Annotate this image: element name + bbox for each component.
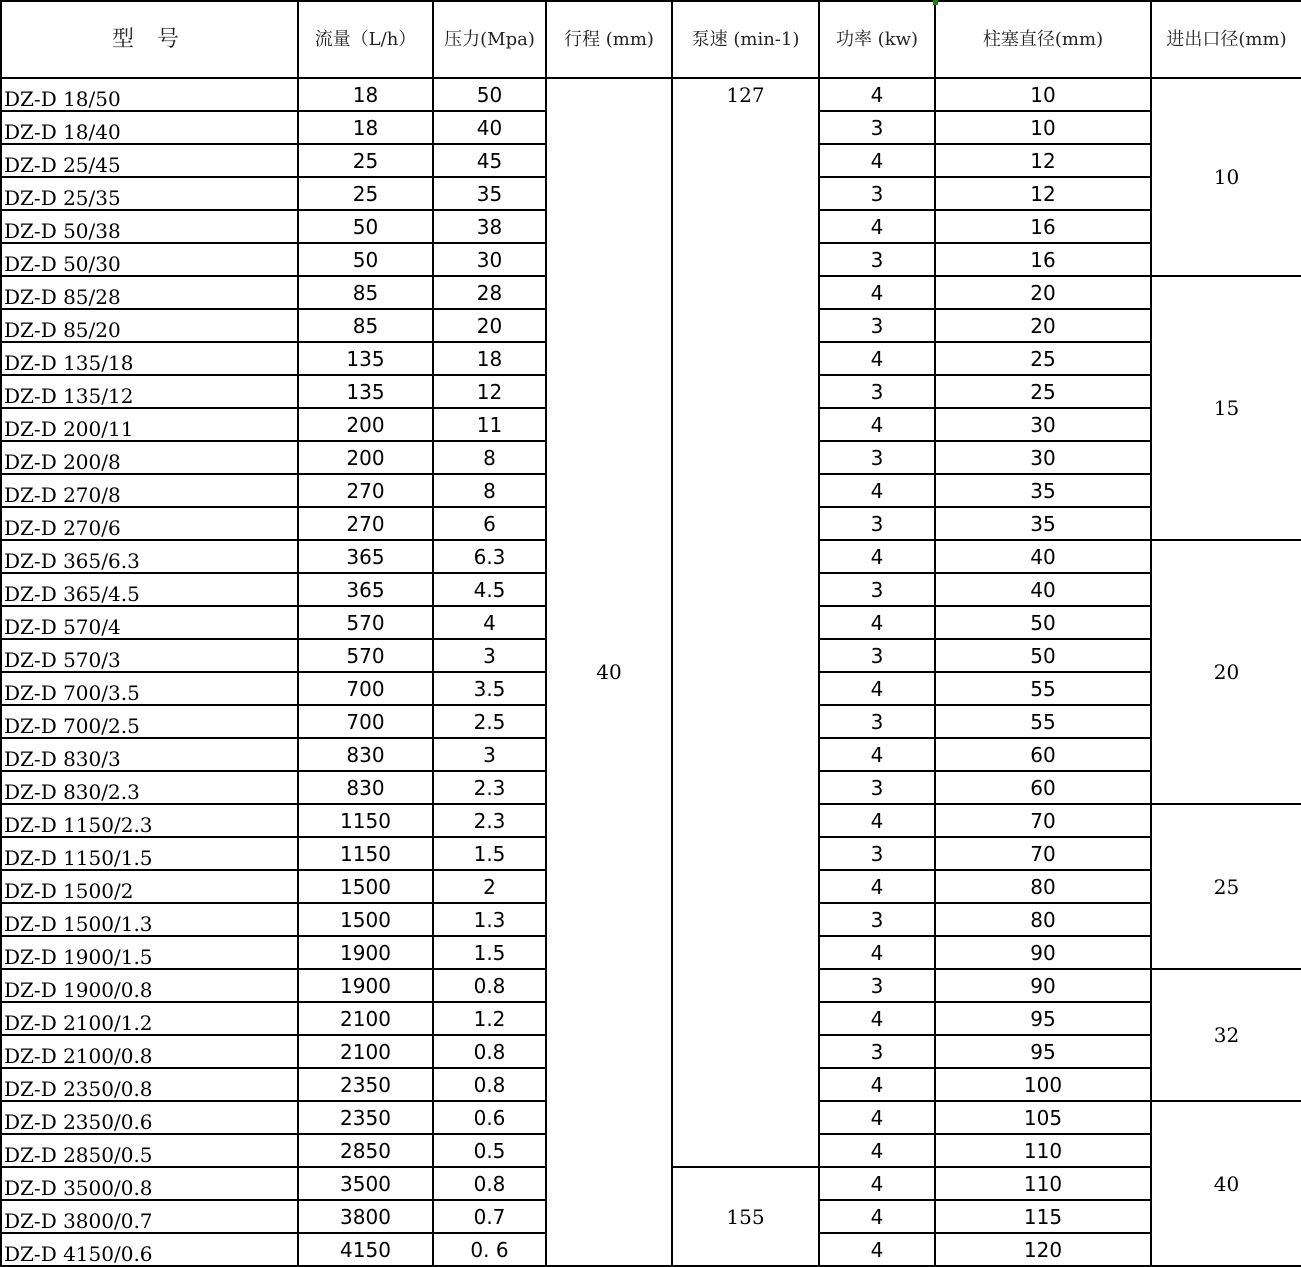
model-cell[interactable]: DZ-D 1900/0.8 [1, 969, 298, 1002]
power-cell[interactable]: 4 [819, 870, 935, 903]
diameter-cell[interactable]: 50 [935, 606, 1151, 639]
pressure-cell[interactable]: 2.3 [433, 804, 546, 837]
diameter-cell[interactable]: 25 [935, 342, 1151, 375]
model-cell[interactable]: DZ-D 830/2.3 [1, 771, 298, 804]
diameter-cell[interactable]: 16 [935, 210, 1151, 243]
diameter-cell[interactable]: 40 [935, 573, 1151, 606]
flow-cell[interactable]: 700 [298, 705, 433, 738]
power-cell[interactable]: 4 [819, 804, 935, 837]
model-cell[interactable]: DZ-D 18/40 [1, 111, 298, 144]
diameter-cell[interactable]: 80 [935, 903, 1151, 936]
diameter-cell[interactable]: 80 [935, 870, 1151, 903]
diameter-cell[interactable]: 60 [935, 771, 1151, 804]
diameter-cell[interactable]: 110 [935, 1167, 1151, 1200]
power-cell[interactable]: 3 [819, 111, 935, 144]
diameter-cell[interactable]: 20 [935, 276, 1151, 309]
model-cell[interactable]: DZ-D 365/4.5 [1, 573, 298, 606]
diameter-cell[interactable]: 20 [935, 309, 1151, 342]
diameter-cell[interactable]: 55 [935, 705, 1151, 738]
model-cell[interactable]: DZ-D 4150/0.6 [1, 1233, 298, 1266]
flow-cell[interactable]: 365 [298, 573, 433, 606]
pressure-cell[interactable]: 38 [433, 210, 546, 243]
pressure-cell[interactable]: 3 [433, 738, 546, 771]
flow-cell[interactable]: 25 [298, 177, 433, 210]
model-cell[interactable]: DZ-D 200/8 [1, 441, 298, 474]
flow-cell[interactable]: 200 [298, 408, 433, 441]
pressure-cell[interactable]: 1.2 [433, 1002, 546, 1035]
power-cell[interactable]: 4 [819, 408, 935, 441]
pressure-cell[interactable]: 0.8 [433, 969, 546, 1002]
model-cell[interactable]: DZ-D 50/38 [1, 210, 298, 243]
header-diameter[interactable]: 柱塞直径(mm) [935, 1, 1151, 78]
model-cell[interactable]: DZ-D 85/20 [1, 309, 298, 342]
stroke-cell[interactable]: 40 [546, 78, 672, 1266]
flow-cell[interactable]: 570 [298, 639, 433, 672]
flow-cell[interactable]: 2100 [298, 1002, 433, 1035]
pressure-cell[interactable]: 2 [433, 870, 546, 903]
header-pressure[interactable]: 压力(Mpa) [433, 1, 546, 78]
model-cell[interactable]: DZ-D 200/11 [1, 408, 298, 441]
header-row [1, 1, 1301, 78]
model-cell[interactable]: DZ-D 570/4 [1, 606, 298, 639]
pressure-cell[interactable]: 0.8 [433, 1167, 546, 1200]
power-cell[interactable]: 4 [819, 672, 935, 705]
power-cell[interactable]: 4 [819, 342, 935, 375]
power-cell[interactable]: 4 [819, 540, 935, 573]
diameter-cell[interactable]: 40 [935, 540, 1151, 573]
pressure-cell[interactable]: 18 [433, 342, 546, 375]
pressure-cell[interactable]: 0.5 [433, 1134, 546, 1167]
speed-cell[interactable]: 155 [672, 1167, 819, 1266]
power-cell[interactable]: 3 [819, 1035, 935, 1068]
model-cell[interactable]: DZ-D 3500/0.8 [1, 1167, 298, 1200]
header-model[interactable]: 型 号 [1, 1, 298, 78]
pressure-cell[interactable]: 0.8 [433, 1035, 546, 1068]
power-cell[interactable]: 4 [819, 144, 935, 177]
diameter-cell[interactable]: 30 [935, 408, 1151, 441]
diameter-cell[interactable]: 90 [935, 969, 1151, 1002]
table-row [1, 78, 1301, 111]
flow-cell[interactable]: 85 [298, 276, 433, 309]
header-speed[interactable]: 泵速 (min-1) [672, 1, 819, 78]
flow-cell[interactable]: 4150 [298, 1233, 433, 1266]
flow-cell[interactable]: 85 [298, 309, 433, 342]
pressure-cell[interactable]: 11 [433, 408, 546, 441]
model-cell[interactable]: DZ-D 18/50 [1, 78, 298, 111]
pressure-cell[interactable]: 0.8 [433, 1068, 546, 1101]
pressure-cell[interactable]: 3 [433, 639, 546, 672]
power-cell[interactable]: 4 [819, 1233, 935, 1266]
power-cell[interactable]: 3 [819, 243, 935, 276]
flow-cell[interactable]: 1150 [298, 837, 433, 870]
pressure-cell[interactable]: 4.5 [433, 573, 546, 606]
pressure-cell[interactable]: 8 [433, 441, 546, 474]
power-cell[interactable]: 4 [819, 1200, 935, 1233]
pressure-cell[interactable]: 1.5 [433, 936, 546, 969]
pressure-cell[interactable]: 50 [433, 78, 546, 111]
port-cell[interactable]: 40 [1151, 1101, 1301, 1266]
flow-cell[interactable]: 135 [298, 375, 433, 408]
diameter-cell[interactable]: 120 [935, 1233, 1151, 1266]
diameter-cell[interactable]: 90 [935, 936, 1151, 969]
model-cell[interactable]: DZ-D 3800/0.7 [1, 1200, 298, 1233]
port-cell[interactable]: 15 [1151, 276, 1301, 540]
model-cell[interactable]: DZ-D 270/8 [1, 474, 298, 507]
model-cell[interactable]: DZ-D 2850/0.5 [1, 1134, 298, 1167]
diameter-cell[interactable]: 12 [935, 144, 1151, 177]
power-cell[interactable]: 4 [819, 1167, 935, 1200]
header-power[interactable]: 功率 (kw) [819, 1, 935, 78]
flow-cell[interactable]: 570 [298, 606, 433, 639]
model-cell[interactable]: DZ-D 2350/0.8 [1, 1068, 298, 1101]
model-cell[interactable]: DZ-D 2350/0.6 [1, 1101, 298, 1134]
pressure-cell[interactable]: 8 [433, 474, 546, 507]
port-cell[interactable]: 20 [1151, 540, 1301, 804]
pressure-cell[interactable]: 1.3 [433, 903, 546, 936]
power-cell[interactable]: 3 [819, 375, 935, 408]
diameter-cell[interactable]: 110 [935, 1134, 1151, 1167]
diameter-cell[interactable]: 16 [935, 243, 1151, 276]
pressure-cell[interactable]: 20 [433, 309, 546, 342]
model-cell[interactable]: DZ-D 1150/1.5 [1, 837, 298, 870]
model-cell[interactable]: DZ-D 1900/1.5 [1, 936, 298, 969]
model-cell[interactable]: DZ-D 700/3.5 [1, 672, 298, 705]
power-cell[interactable]: 3 [819, 573, 935, 606]
port-cell[interactable]: 10 [1151, 78, 1301, 276]
model-cell[interactable]: DZ-D 1500/2 [1, 870, 298, 903]
diameter-cell[interactable]: 10 [935, 111, 1151, 144]
flow-cell[interactable]: 3800 [298, 1200, 433, 1233]
flow-cell[interactable]: 1500 [298, 870, 433, 903]
power-cell[interactable]: 3 [819, 969, 935, 1002]
flow-cell[interactable]: 18 [298, 78, 433, 111]
speed-cell[interactable]: 127 [672, 78, 819, 1167]
model-cell[interactable]: DZ-D 135/18 [1, 342, 298, 375]
flow-cell[interactable]: 3500 [298, 1167, 433, 1200]
power-cell[interactable]: 4 [819, 474, 935, 507]
flow-cell[interactable]: 18 [298, 111, 433, 144]
flow-cell[interactable]: 830 [298, 771, 433, 804]
power-cell[interactable]: 3 [819, 837, 935, 870]
power-cell[interactable]: 3 [819, 441, 935, 474]
power-cell[interactable]: 4 [819, 936, 935, 969]
model-cell[interactable]: DZ-D 2100/0.8 [1, 1035, 298, 1068]
pressure-cell[interactable]: 40 [433, 111, 546, 144]
flow-cell[interactable]: 365 [298, 540, 433, 573]
diameter-cell[interactable]: 105 [935, 1101, 1151, 1134]
diameter-cell[interactable]: 100 [935, 1068, 1151, 1101]
power-cell[interactable]: 4 [819, 78, 935, 111]
flow-cell[interactable]: 50 [298, 243, 433, 276]
power-cell[interactable]: 4 [819, 210, 935, 243]
pressure-cell[interactable]: 4 [433, 606, 546, 639]
model-cell[interactable]: DZ-D 135/12 [1, 375, 298, 408]
model-cell[interactable]: DZ-D 25/35 [1, 177, 298, 210]
flow-cell[interactable]: 2100 [298, 1035, 433, 1068]
header-stroke[interactable]: 行程 (mm) [546, 1, 672, 78]
power-cell[interactable]: 4 [819, 276, 935, 309]
power-cell[interactable]: 4 [819, 606, 935, 639]
power-cell[interactable]: 4 [819, 738, 935, 771]
flow-cell[interactable]: 2350 [298, 1068, 433, 1101]
power-cell[interactable]: 4 [819, 1068, 935, 1101]
diameter-cell[interactable]: 70 [935, 804, 1151, 837]
flow-cell[interactable]: 1500 [298, 903, 433, 936]
flow-cell[interactable]: 1150 [298, 804, 433, 837]
cell-selection-marker [933, 0, 938, 5]
pressure-cell[interactable]: 45 [433, 144, 546, 177]
diameter-cell[interactable]: 35 [935, 474, 1151, 507]
pressure-cell[interactable]: 2.5 [433, 705, 546, 738]
flow-cell[interactable]: 1900 [298, 936, 433, 969]
model-cell[interactable]: DZ-D 2100/1.2 [1, 1002, 298, 1035]
diameter-cell[interactable]: 60 [935, 738, 1151, 771]
model-cell[interactable]: DZ-D 570/3 [1, 639, 298, 672]
flow-cell[interactable]: 700 [298, 672, 433, 705]
model-cell[interactable]: DZ-D 270/6 [1, 507, 298, 540]
power-cell[interactable]: 3 [819, 705, 935, 738]
diameter-cell[interactable]: 95 [935, 1002, 1151, 1035]
flow-cell[interactable]: 200 [298, 441, 433, 474]
power-cell[interactable]: 4 [819, 1002, 935, 1035]
flow-cell[interactable]: 270 [298, 474, 433, 507]
flow-cell[interactable]: 2350 [298, 1101, 433, 1134]
pressure-cell[interactable]: 6.3 [433, 540, 546, 573]
power-cell[interactable]: 3 [819, 639, 935, 672]
port-cell[interactable]: 32 [1151, 969, 1301, 1101]
model-cell[interactable]: DZ-D 1500/1.3 [1, 903, 298, 936]
model-cell[interactable]: DZ-D 365/6.3 [1, 540, 298, 573]
flow-cell[interactable]: 135 [298, 342, 433, 375]
diameter-cell[interactable]: 95 [935, 1035, 1151, 1068]
flow-cell[interactable]: 270 [298, 507, 433, 540]
pressure-cell[interactable]: 2.3 [433, 771, 546, 804]
diameter-cell[interactable]: 10 [935, 78, 1151, 111]
diameter-cell[interactable]: 35 [935, 507, 1151, 540]
flow-cell[interactable]: 1900 [298, 969, 433, 1002]
model-cell[interactable]: DZ-D 700/2.5 [1, 705, 298, 738]
power-cell[interactable]: 3 [819, 771, 935, 804]
pressure-cell[interactable]: 0.6 [433, 1101, 546, 1134]
pressure-cell[interactable]: 3.5 [433, 672, 546, 705]
power-cell[interactable]: 3 [819, 903, 935, 936]
pressure-cell[interactable]: 12 [433, 375, 546, 408]
diameter-cell[interactable]: 115 [935, 1200, 1151, 1233]
flow-cell[interactable]: 25 [298, 144, 433, 177]
pressure-cell[interactable]: 28 [433, 276, 546, 309]
model-cell[interactable]: DZ-D 830/3 [1, 738, 298, 771]
flow-cell[interactable]: 50 [298, 210, 433, 243]
diameter-cell[interactable]: 55 [935, 672, 1151, 705]
diameter-cell[interactable]: 25 [935, 375, 1151, 408]
diameter-cell[interactable]: 30 [935, 441, 1151, 474]
pressure-cell[interactable]: 1.5 [433, 837, 546, 870]
pressure-cell[interactable]: 30 [433, 243, 546, 276]
power-cell[interactable]: 4 [819, 1101, 935, 1134]
power-cell[interactable]: 4 [819, 1134, 935, 1167]
pressure-cell[interactable]: 0. 6 [433, 1233, 546, 1266]
power-cell[interactable]: 3 [819, 177, 935, 210]
port-cell[interactable]: 25 [1151, 804, 1301, 969]
flow-cell[interactable]: 2850 [298, 1134, 433, 1167]
pressure-cell[interactable]: 35 [433, 177, 546, 210]
pressure-cell[interactable]: 0.7 [433, 1200, 546, 1233]
model-cell[interactable]: DZ-D 85/28 [1, 276, 298, 309]
flow-cell[interactable]: 830 [298, 738, 433, 771]
power-cell[interactable]: 3 [819, 507, 935, 540]
model-cell[interactable]: DZ-D 25/45 [1, 144, 298, 177]
header-flow[interactable]: 流量（L/h） [298, 1, 433, 78]
diameter-cell[interactable]: 70 [935, 837, 1151, 870]
header-port[interactable]: 进出口径(mm) [1151, 1, 1301, 78]
diameter-cell[interactable]: 50 [935, 639, 1151, 672]
model-cell[interactable]: DZ-D 1150/2.3 [1, 804, 298, 837]
model-cell[interactable]: DZ-D 50/30 [1, 243, 298, 276]
power-cell[interactable]: 3 [819, 309, 935, 342]
pressure-cell[interactable]: 6 [433, 507, 546, 540]
diameter-cell[interactable]: 12 [935, 177, 1151, 210]
